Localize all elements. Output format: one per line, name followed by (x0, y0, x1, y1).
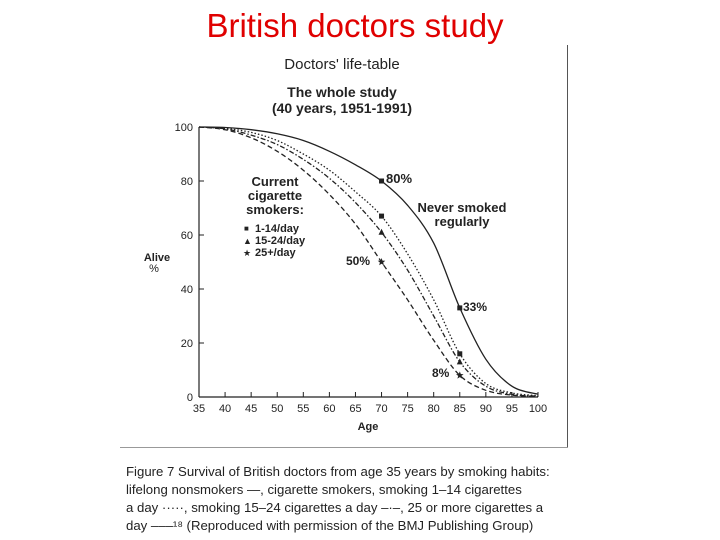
y-axis-label-line2: % (149, 263, 159, 275)
marker-never-smoked-age-85 (457, 305, 462, 310)
y-tick-label: 80 (180, 176, 193, 188)
caption-line-3: a day ·····, smoking 15–24 cigarettes a day –·–, 25 or more cigarettes a (126, 500, 544, 515)
legend-item-15-24: 15-24/day (255, 235, 306, 247)
x-tick-label: 35 (192, 403, 206, 415)
x-tick-label: 80 (427, 403, 440, 415)
label-never-smoked-line1: Never smoked (417, 200, 507, 215)
legend-title-line2: cigarette (247, 188, 303, 203)
legend (243, 174, 306, 259)
x-tick-label: 100 (528, 403, 548, 415)
figure-caption (126, 463, 586, 535)
x-tick-label: 60 (323, 403, 336, 415)
chart-subtitle-line2: (40 years, 1951-1991) (271, 100, 413, 116)
annotation-50pct: 50% (346, 254, 371, 268)
y-tick-label: 100 (174, 122, 193, 134)
label-never-smoked-line2: regularly (434, 214, 490, 229)
marker-never-smoked-age-70 (379, 179, 384, 184)
caption-line-1: Figure 7 Survival of British doctors from age 35 years by smoking habits: (126, 464, 550, 479)
y-axis-label-line1: Alive (143, 252, 171, 264)
x-axis-label: Age (357, 421, 379, 433)
y-tick-label: 0 (186, 392, 193, 404)
x-tick-label: 65 (349, 403, 362, 415)
x-tick-label: 50 (271, 403, 284, 415)
legend-marker-triangle: ▲ (243, 236, 252, 246)
marker-1-14-per-day-age-85 (457, 351, 462, 356)
chart-title: Doctors' life-table (284, 56, 400, 73)
annotation-80pct: 80% (386, 171, 413, 186)
x-ticks (193, 392, 547, 415)
marker-15-24-per-day-age-85 (457, 358, 463, 364)
caption-line-2: lifelong nonsmokers —, cigarette smokers, smoking 1–14 cigarettes (126, 482, 522, 497)
y-tick-label: 20 (180, 338, 193, 350)
annotation-8pct: 8% (432, 366, 450, 380)
legend-item-1-14: 1-14/day (255, 223, 300, 235)
x-tick-label: 95 (505, 403, 519, 415)
y-tick-label: 40 (180, 284, 193, 296)
legend-marker-square: ■ (244, 224, 249, 233)
x-tick-label: 70 (375, 403, 388, 415)
legend-title-line3: smokers: (246, 202, 304, 217)
x-tick-label: 55 (297, 403, 310, 415)
x-tick-label: 40 (218, 403, 232, 415)
chart-subtitle-line1: The whole study (287, 84, 397, 100)
legend-title-line1: Current (251, 174, 299, 189)
legend-item-25-plus: 25+/day (255, 247, 296, 259)
legend-marker-star: ★ (243, 248, 252, 258)
x-tick-label: 75 (401, 403, 414, 415)
x-tick-label: 90 (479, 403, 492, 415)
caption-line-4: day –––¹⁸ (Reproduced with permission of the BMJ Publishing Group) (126, 518, 534, 533)
annotation-33pct: 33% (463, 300, 488, 314)
x-tick-label: 85 (453, 403, 466, 415)
y-tick-label: 60 (180, 230, 193, 242)
x-tick-label: 45 (245, 403, 258, 415)
marker-1-14-per-day-age-70 (379, 214, 384, 219)
slide-title: British doctors study (206, 7, 504, 44)
